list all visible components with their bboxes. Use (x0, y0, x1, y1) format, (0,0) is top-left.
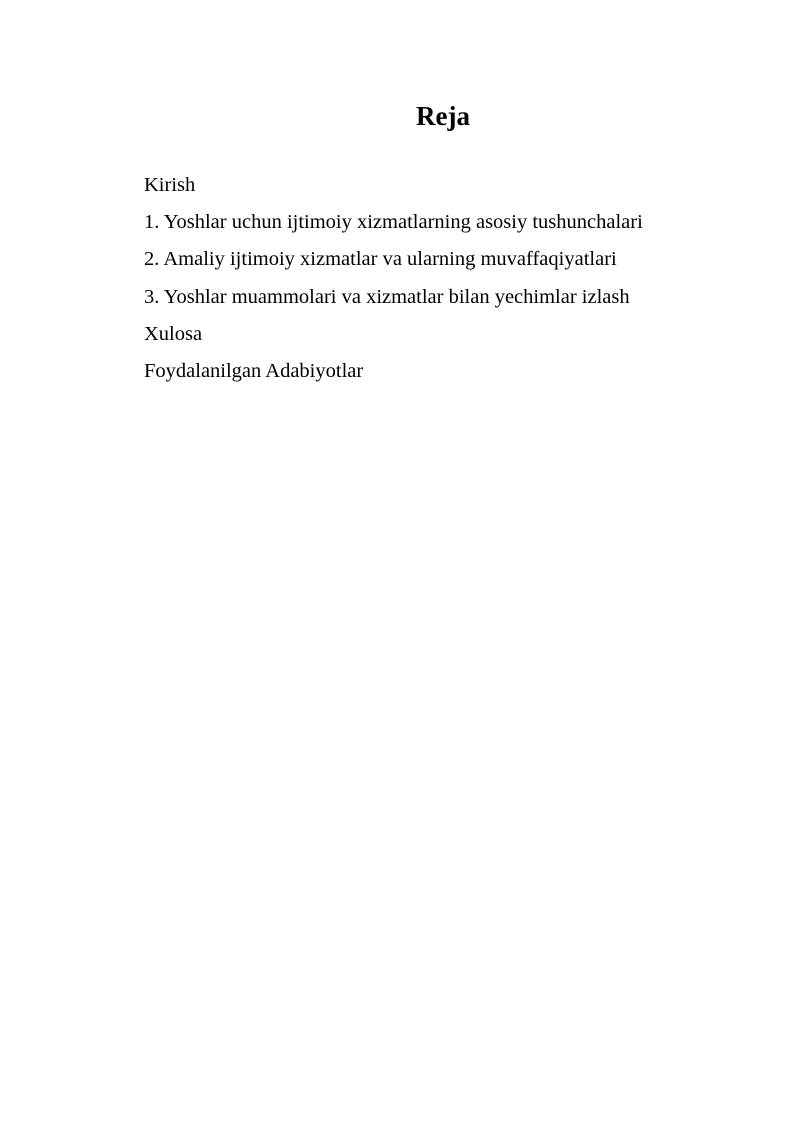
toc-item-chapter-1: 1. Yoshlar uchun ijtimoiy xizmatlarning asosiy tushunchalari (144, 211, 643, 234)
toc-item-chapter-2: 2. Amaliy ijtimoiy xizmatlar va ularning muvaffaqiyatlari (144, 248, 617, 271)
toc-item-conclusion: Xulosa (144, 322, 203, 345)
toc-item-chapter-3: 3. Yoshlar muammolari va xizmatlar bilan yechimlar izlash (144, 285, 630, 308)
toc-item-references: Foydalanilgan Adabiyotlar (144, 360, 364, 383)
table-of-contents (144, 167, 643, 390)
toc-item-introduction: Kirish (144, 174, 196, 196)
page-title: Reja (416, 101, 470, 131)
